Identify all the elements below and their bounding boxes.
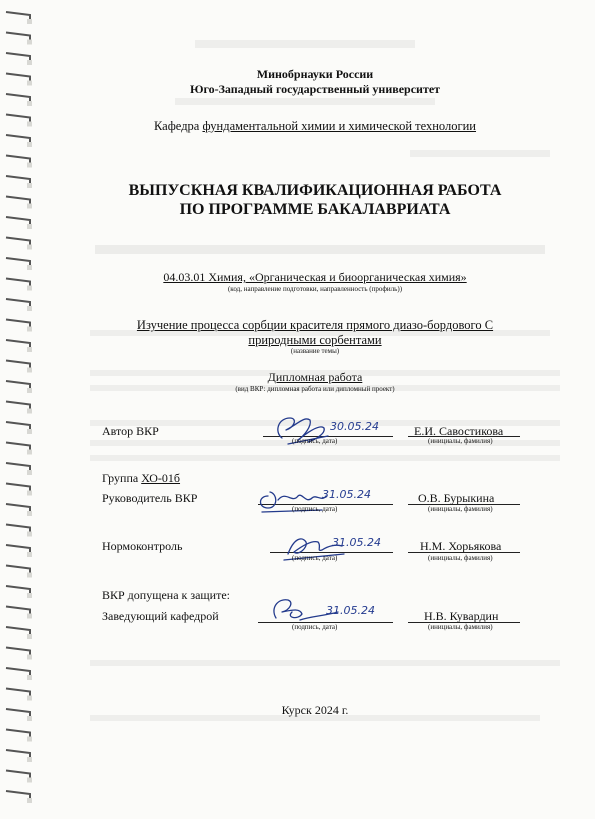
binding-hole	[27, 245, 32, 250]
topic-line1: Изучение процесса сорбции красителя прямого диазо-бордового С	[136, 318, 494, 332]
binding-ring	[6, 156, 30, 165]
spiral-binding	[0, 0, 40, 819]
author-name: Е.И. Савостикова	[414, 424, 504, 438]
binding-ring	[6, 176, 30, 185]
binding-ring	[6, 340, 30, 349]
binding-hole	[27, 265, 32, 270]
binding-hole	[27, 716, 32, 721]
binding-hole	[27, 19, 32, 24]
binding-ring	[6, 299, 30, 308]
binding-ring	[6, 607, 30, 616]
binding-ring	[6, 689, 30, 698]
department-name: фундаментальной химии и химической технологии	[202, 119, 477, 133]
binding-ring	[6, 709, 30, 718]
binding-hole	[27, 532, 32, 537]
binding-hole	[27, 593, 32, 598]
binding-ring	[6, 402, 30, 411]
binding-hole	[27, 81, 32, 86]
work-type-value: Дипломная работа	[267, 370, 363, 384]
binding-hole	[27, 204, 32, 209]
group-value: ХО-01б	[141, 471, 181, 485]
topic-caption: (название темы)	[290, 347, 340, 355]
author-date: 30.05.24	[330, 420, 379, 433]
normcontrol-name-line	[408, 552, 520, 553]
binding-ring	[6, 545, 30, 554]
binding-hole	[27, 491, 32, 496]
city-year: Курск 2024 г.	[281, 703, 349, 717]
document-title-line2: ПО ПРОГРАММЕ БАКАЛАВРИАТА	[179, 201, 451, 218]
binding-hole	[27, 778, 32, 783]
binding-hole	[27, 101, 32, 106]
head-name-caption: (инициалы, фамилия)	[428, 623, 493, 631]
binding-hole	[27, 40, 32, 45]
binding-hole	[27, 737, 32, 742]
group-label: Группа	[102, 471, 142, 485]
supervisor-date: 31.05.24	[322, 488, 371, 501]
program-value: 04.03.01 Химия, «Органическая и биоорганическая химия»	[163, 270, 467, 284]
binding-hole	[27, 368, 32, 373]
binding-hole	[27, 163, 32, 168]
head-sign-caption: (подпись, дата)	[292, 623, 338, 631]
head-date: 31.05.24	[326, 604, 375, 617]
binding-ring	[6, 197, 30, 206]
author-sign-caption: (подпись, дата)	[292, 437, 338, 445]
binding-hole	[27, 757, 32, 762]
binding-hole	[27, 470, 32, 475]
document-title-line1: ВЫПУСКНАЯ КВАЛИФИКАЦИОННАЯ РАБОТА	[128, 182, 502, 199]
binding-ring	[6, 115, 30, 124]
normcontrol-name-caption: (инициалы, фамилия)	[428, 554, 493, 562]
author-name-caption: (инициалы, фамилия)	[428, 437, 493, 445]
head-name: Н.В. Кувардин	[424, 609, 499, 623]
head-label: Заведующий кафедрой	[102, 609, 219, 623]
binding-hole	[27, 634, 32, 639]
normcontrol-label: Нормоконтроль	[102, 539, 183, 553]
normcontrol-name: Н.М. Хорьякова	[420, 539, 502, 553]
university-name: Юго-Западный государственный университет	[189, 82, 441, 96]
binding-hole	[27, 429, 32, 434]
topic-line2: природными сорбентами	[248, 333, 382, 347]
supervisor-name: О.В. Бурыкина	[418, 491, 495, 505]
binding-ring	[6, 648, 30, 657]
group-line	[102, 471, 180, 486]
normcontrol-date: 31.05.24	[332, 536, 381, 549]
admission-label: ВКР допущена к защите:	[102, 588, 230, 602]
binding-ring	[6, 74, 30, 83]
binding-ring	[6, 668, 30, 677]
binding-ring	[6, 627, 30, 636]
binding-ring	[6, 750, 30, 759]
binding-ring	[6, 33, 30, 42]
binding-ring	[6, 443, 30, 452]
binding-hole	[27, 306, 32, 311]
binding-hole	[27, 286, 32, 291]
binding-ring	[6, 135, 30, 144]
binding-hole	[27, 142, 32, 147]
normcontrol-sign-caption: (подпись, дата)	[292, 554, 338, 562]
binding-hole	[27, 327, 32, 332]
binding-hole	[27, 450, 32, 455]
supervisor-sign-caption: (подпись, дата)	[292, 505, 338, 513]
binding-hole	[27, 347, 32, 352]
binding-hole	[27, 798, 32, 803]
binding-ring	[6, 320, 30, 329]
program-caption: (код, направление подготовки, направленность (профиль))	[227, 285, 403, 293]
work-type-caption: (вид ВКР: дипломная работа или дипломный проект)	[235, 385, 395, 393]
binding-hole	[27, 388, 32, 393]
binding-hole	[27, 573, 32, 578]
binding-ring	[6, 361, 30, 370]
supervisor-label: Руководитель ВКР	[102, 491, 198, 505]
binding-ring	[6, 258, 30, 267]
binding-ring	[6, 484, 30, 493]
binding-ring	[6, 238, 30, 247]
binding-hole	[27, 511, 32, 516]
binding-hole	[27, 409, 32, 414]
binding-ring	[6, 730, 30, 739]
binding-ring	[6, 94, 30, 103]
binding-hole	[27, 122, 32, 127]
binding-ring	[6, 381, 30, 390]
binding-ring	[6, 791, 30, 800]
ministry-name: Минобрнауки России	[256, 67, 374, 81]
binding-hole	[27, 552, 32, 557]
binding-hole	[27, 675, 32, 680]
binding-hole	[27, 183, 32, 188]
binding-ring	[6, 525, 30, 534]
binding-hole	[27, 224, 32, 229]
department-prefix: Кафедра	[153, 119, 203, 133]
department-line	[60, 119, 570, 134]
binding-hole	[27, 60, 32, 65]
binding-ring	[6, 12, 30, 21]
binding-hole	[27, 696, 32, 701]
binding-ring	[6, 217, 30, 226]
binding-hole	[27, 614, 32, 619]
binding-ring	[6, 771, 30, 780]
binding-ring	[6, 504, 30, 513]
binding-hole	[27, 655, 32, 660]
binding-ring	[6, 586, 30, 595]
supervisor-name-caption: (инициалы, фамилия)	[428, 505, 493, 513]
binding-ring	[6, 463, 30, 472]
binding-ring	[6, 422, 30, 431]
binding-ring	[6, 566, 30, 575]
author-label: Автор ВКР	[102, 424, 159, 438]
binding-ring	[6, 279, 30, 288]
binding-ring	[6, 53, 30, 62]
